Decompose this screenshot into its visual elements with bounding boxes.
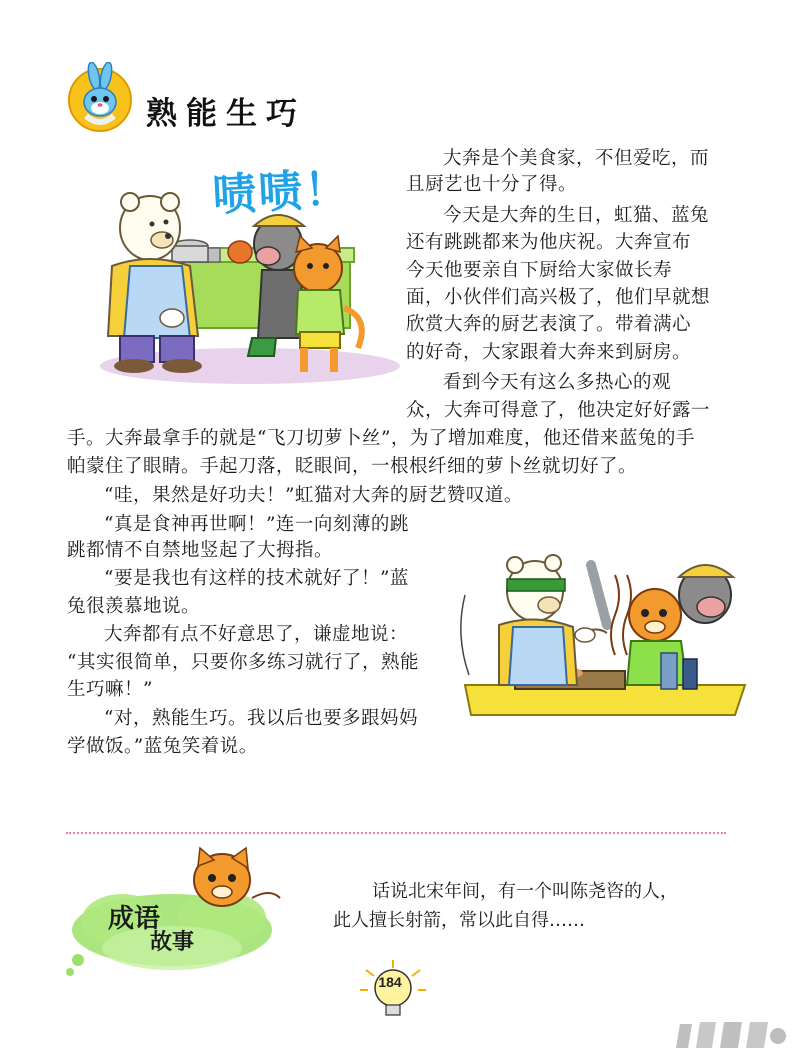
story-line: 大奔都有点不好意思了，谦虚地说：: [104, 624, 409, 645]
page-title: 熟能生巧: [146, 96, 306, 132]
story-line: 学做饭。”蓝兔笑着说。: [67, 736, 258, 757]
exclamation-text: 啧啧！: [210, 163, 352, 222]
story-line: 今天是大奔的生日，虹猫、蓝兔: [443, 205, 710, 226]
story-line: 生巧嘛！”: [67, 679, 153, 700]
story-line: 大奔是个美食家，不但爱吃，而: [443, 148, 710, 169]
idiom-teaser-line: 话说北宋年间，有一个叫陈尧咨的人，: [372, 881, 678, 902]
dotted-divider: [66, 832, 726, 834]
lightbulb-icon: [358, 960, 428, 1020]
story-line: 跳都情不自禁地竖起了大拇指。: [67, 540, 334, 561]
idiom-story-cloud-illustration: [62, 838, 302, 988]
story-line: “其实很简单，只要你多练习就行了，熟能: [67, 652, 419, 673]
story-line: 的好奇，大家跟着大奔来到厨房。: [406, 342, 692, 363]
story-line: “要是我也有这样的技术就好了！”蓝: [104, 568, 409, 589]
story-line: “对，熟能生巧。我以后也要多跟妈妈: [104, 708, 418, 729]
story-line: 面，小伙伴们高兴极了，他们早就想: [406, 287, 711, 308]
story-line: 欣赏大奔的厨艺表演了。带着满心: [406, 314, 692, 335]
idiom-label-line2: 故事: [150, 930, 195, 955]
story-line: 今天他要亲自下厨给大家做长寿: [406, 260, 673, 281]
page-number: 184: [378, 974, 402, 990]
story-line: 帕蒙住了眼睛。手起刀落，眨眼间，一根根纤细的萝卜丝就切好了。: [67, 456, 638, 477]
cutting-show-illustration: [455, 535, 755, 735]
story-line: “哇，果然是好功夫！”虹猫对大奔的厨艺赞叹道。: [104, 485, 523, 506]
story-line: 且厨艺也十分了得。: [406, 174, 578, 195]
story-line: “真是食神再世啊！”连一向刻薄的跳: [104, 514, 409, 535]
idiom-label-line1: 成语: [108, 904, 161, 934]
story-line: 众，大奔可得意了，他决定好好露一: [406, 400, 711, 421]
story-line: 看到今天有这么多热心的观: [443, 372, 672, 393]
watermark-logo-icon: [666, 1010, 796, 1058]
story-line: 还有跳跳都来为他庆祝。大奔宣布: [406, 232, 692, 253]
story-line: 兔很羡慕地说。: [67, 596, 201, 617]
rabbit-badge-icon: [64, 62, 136, 134]
story-line: 手。大奔最拿手的就是“飞刀切萝卜丝”，为了增加难度，他还借来蓝兔的手: [67, 428, 695, 449]
idiom-teaser-line: 此人擅长射箭，常以此自得……: [333, 910, 585, 931]
